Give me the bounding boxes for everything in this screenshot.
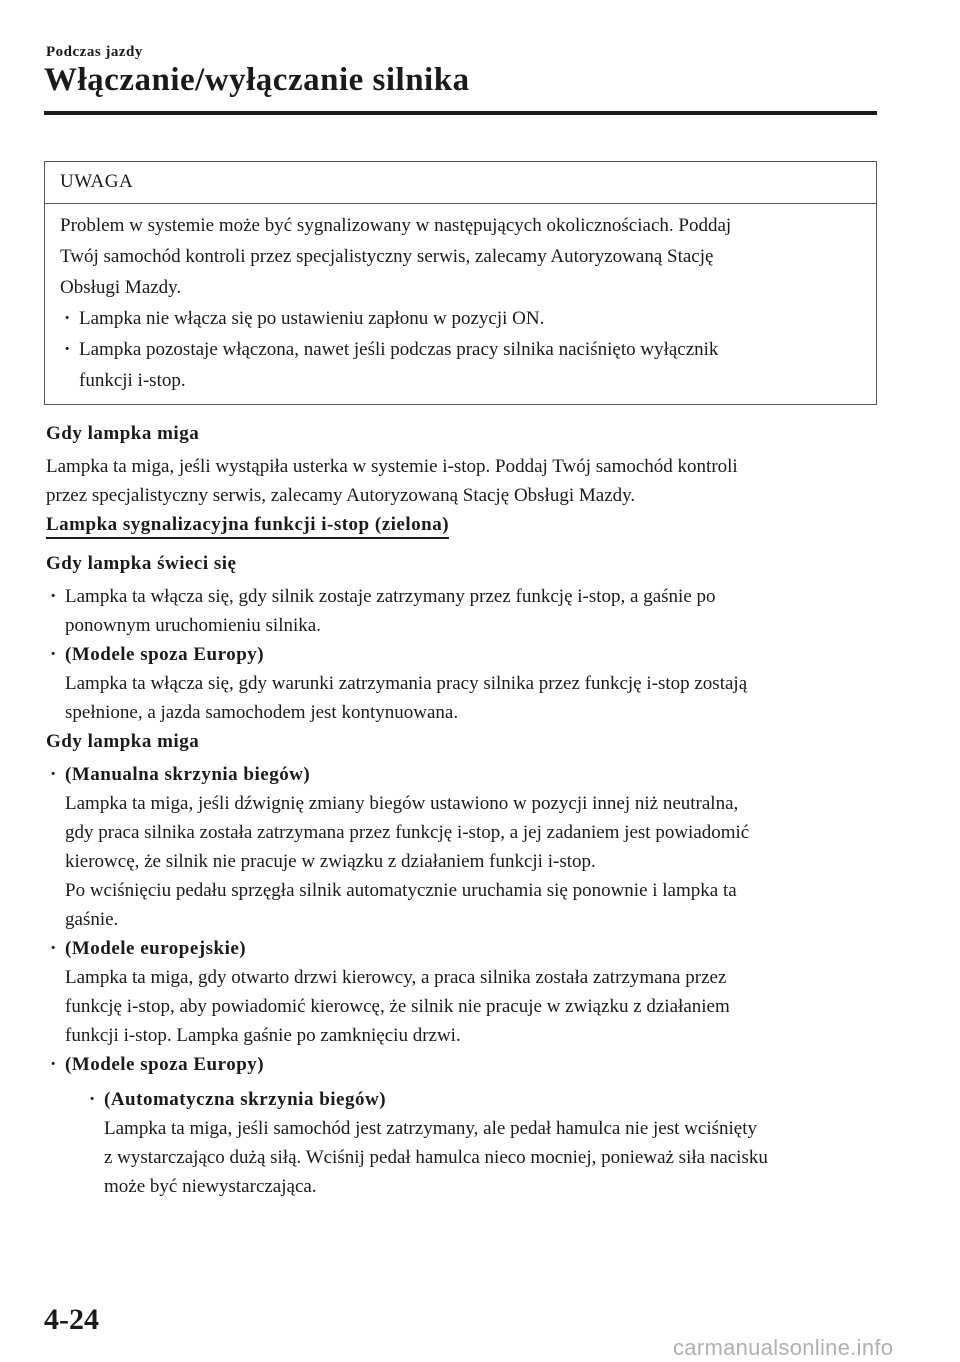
paragraph	[46, 452, 876, 510]
list-item-line: gaśnie.	[65, 909, 119, 930]
list-item	[46, 760, 876, 934]
list-item-line: Lampka ta miga, jeśli samochód jest zatrzymany, ale pedał hamulca nie jest wciśnięty	[104, 1118, 757, 1139]
list-item-title: (Modele europejskie)	[65, 938, 247, 959]
caution-intro	[60, 210, 862, 303]
list-item-line: Lampka ta miga, jeśli dźwignię zmiany biegów ustawiono w pozycji innej niż neutralna,	[65, 793, 739, 814]
list-item-title: (Modele spoza Europy)	[65, 1054, 265, 1075]
list-item	[60, 334, 862, 396]
list-item	[46, 934, 876, 1050]
bullet-dot-icon: ·	[64, 339, 71, 360]
list-item-title: (Modele spoza Europy)	[65, 644, 265, 665]
paragraph-line: przez specjalistyczny serwis, zalecamy Autoryzowaną Stację Obsługi Mazdy.	[46, 485, 636, 506]
section-heading-blinking: Gdy lampka miga	[46, 731, 200, 752]
indicator-heading: Lampka sygnalizacyjna funkcji i-stop (zielona)	[46, 512, 449, 539]
section-heading-on: Gdy lampka świeci się	[46, 553, 237, 574]
main-content	[46, 419, 876, 1201]
bullet-list	[46, 760, 876, 1201]
caution-box	[44, 161, 877, 405]
list-item	[46, 1050, 876, 1201]
list-item	[60, 303, 862, 334]
bullet-dot-icon: ·	[50, 938, 57, 959]
bullet-list	[46, 582, 876, 727]
bullet-dot-icon: ·	[64, 308, 71, 329]
list-item-line: kierowcę, że silnik nie pracuje w związku z działaniem funkcji i-stop.	[65, 851, 596, 872]
caution-body	[45, 204, 876, 404]
watermark: carmanualsonline.info	[673, 1335, 894, 1360]
caution-intro-line: Problem w systemie może być sygnalizowany w następujących okolicznościach. Poddaj	[60, 215, 732, 236]
title-rule	[44, 111, 877, 115]
list-item-title: (Manualna skrzynia biegów)	[65, 764, 311, 785]
list-item-line: z wystarczająco dużą siłą. Wciśnij pedał hamulca nieco mocniej, ponieważ siła nacisku	[104, 1147, 768, 1168]
list-item-line: spełnione, a jazda samochodem jest kontynuowana.	[65, 702, 459, 723]
list-item-line: funkcję i-stop, aby powiadomić kierowcę, że silnik nie pracuje w związku z działaniem	[65, 996, 730, 1017]
list-item-line: funkcji i-stop.	[79, 370, 186, 391]
list-item-line: Po wciśnięciu pedału sprzęgła silnik automatycznie uruchamia się ponownie i lampka ta	[65, 880, 737, 901]
bullet-dot-icon: ·	[50, 1054, 57, 1075]
list-item	[46, 640, 876, 727]
page-number: 4-24	[44, 1303, 99, 1336]
caution-list	[60, 303, 862, 396]
bullet-dot-icon: ·	[89, 1089, 96, 1110]
caution-intro-line: Twój samochód kontroli przez specjalistyczny serwis, zalecamy Autoryzowaną Stację	[60, 246, 714, 267]
list-item-title: (Automatyczna skrzynia biegów)	[104, 1089, 387, 1110]
nested-bullet-list	[65, 1085, 876, 1201]
caution-intro-line: Obsługi Mazdy.	[60, 277, 182, 298]
list-item	[85, 1085, 876, 1201]
bullet-dot-icon: ·	[50, 644, 57, 665]
list-item-line: Lampka ta włącza się, gdy silnik zostaje zatrzymany przez funkcję i-stop, a gaśnie po	[65, 586, 716, 607]
bullet-dot-icon: ·	[50, 586, 57, 607]
section-heading-blinking: Gdy lampka miga	[46, 423, 200, 444]
list-item-line: Lampka ta miga, gdy otwarto drzwi kierowcy, a praca silnika została zatrzymana przez	[65, 967, 727, 988]
list-item-line: Lampka pozostaje włączona, nawet jeśli podczas pracy silnika naciśnięto wyłącznik	[79, 339, 719, 360]
list-item	[46, 582, 876, 640]
list-item-line: gdy praca silnika została zatrzymana przez funkcję i-stop, a jej zadaniem jest powiadomić	[65, 822, 750, 843]
list-item-line: może być niewystarczająca.	[104, 1176, 317, 1197]
list-item-line: funkcji i-stop. Lampka gaśnie po zamknięciu drzwi.	[65, 1025, 461, 1046]
list-item-line: Lampka ta włącza się, gdy warunki zatrzymania pracy silnika przez funkcję i-stop zostają	[65, 673, 748, 694]
bullet-dot-icon: ·	[50, 764, 57, 785]
list-item-line: ponownym uruchomieniu silnika.	[65, 615, 321, 636]
page-title: Włączanie/wyłączanie silnika	[44, 62, 470, 98]
paragraph-line: Lampka ta miga, jeśli wystąpiła usterka w systemie i-stop. Poddaj Twój samochód kontroli	[46, 456, 738, 477]
caution-heading: UWAGA	[45, 162, 876, 204]
list-item-line: Lampka nie włącza się po ustawieniu zapłonu w pozycji ON.	[79, 308, 545, 329]
section-label: Podczas jazdy	[46, 44, 143, 60]
